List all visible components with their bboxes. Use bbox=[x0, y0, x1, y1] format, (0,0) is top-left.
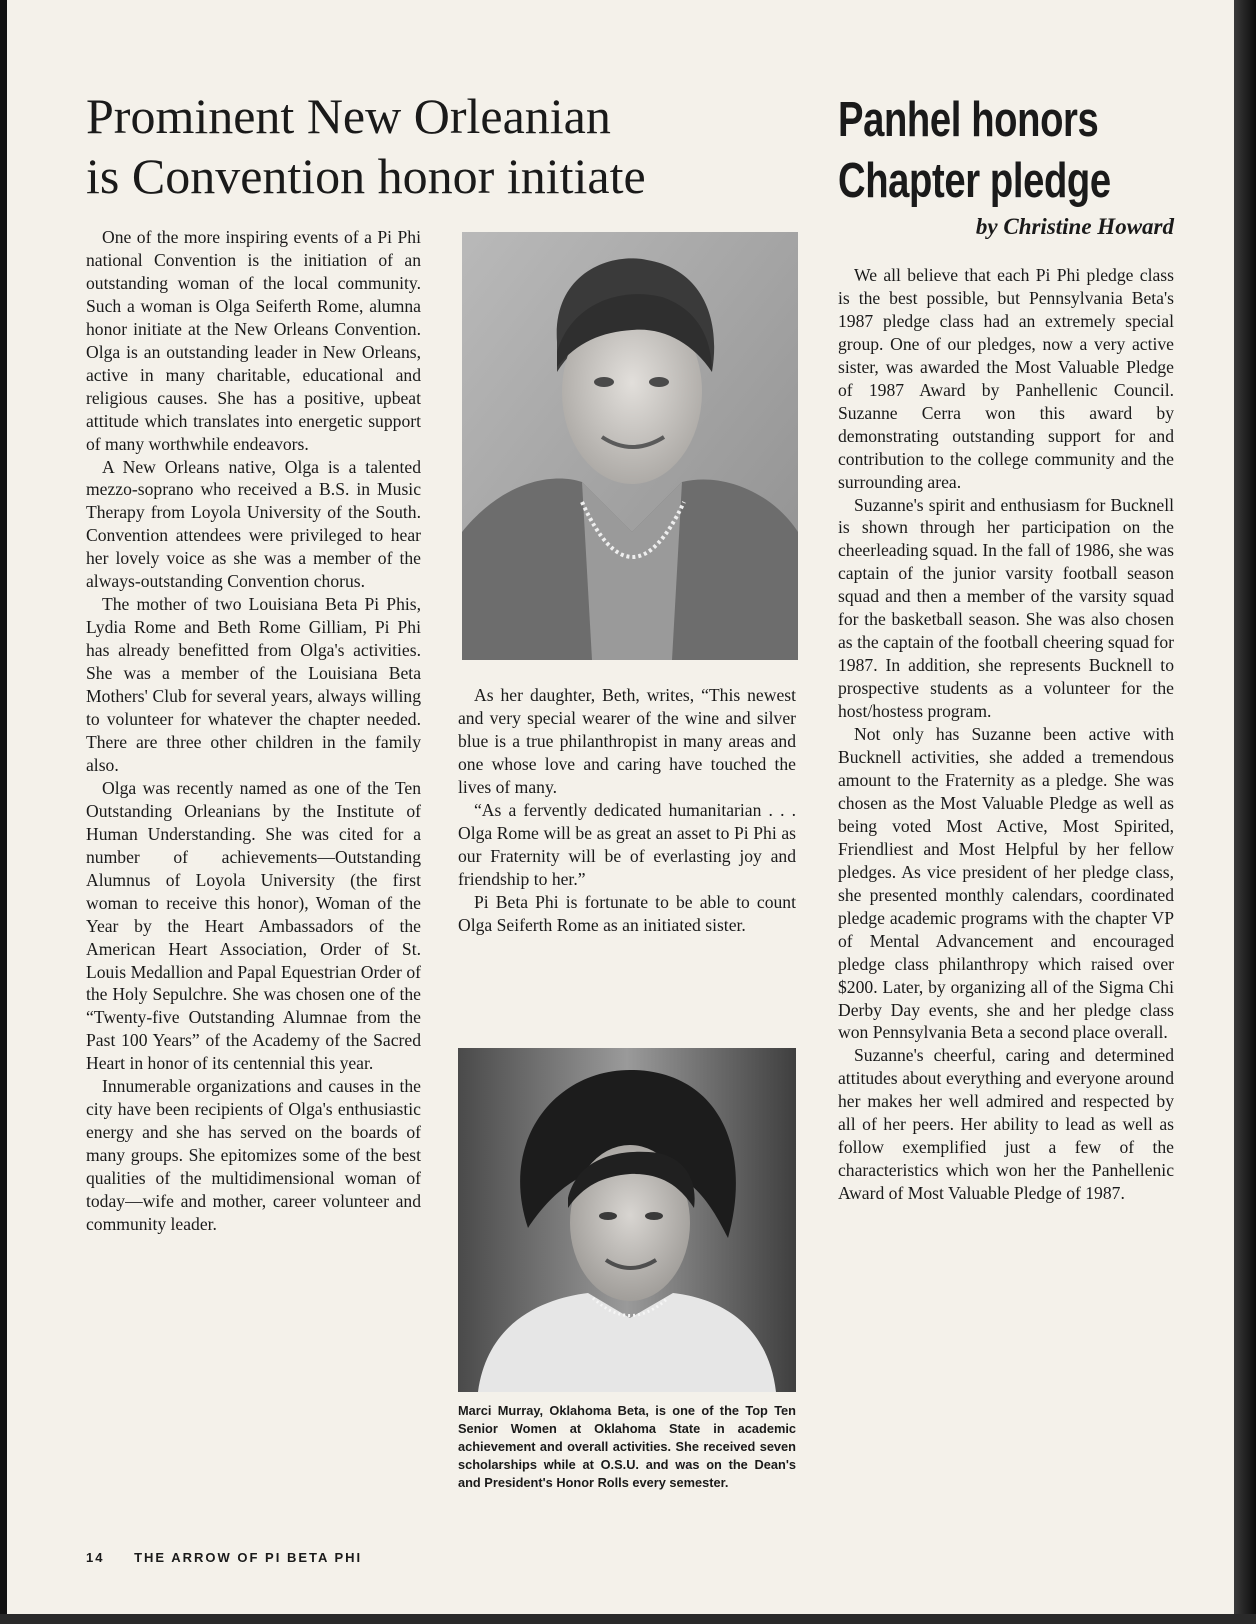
photo-caption: Marci Murray, Oklahoma Beta, is one of the Top Ten Senior Women at Oklahoma State in academic achievement and overall activities. She received seven scholarships while at O.S.U. and was on the Dean's and President's Honor Rolls every semester. bbox=[458, 1403, 796, 1490]
page-number: 14 bbox=[86, 1550, 105, 1565]
byline: by Christine Howard bbox=[975, 214, 1174, 239]
paragraph: Suzanne's spirit and enthusiasm for Bucknell is shown through her participation on the cheerleading squad. In the fall of 1986, she was captain of the junior varsity football season squad and then a member of the varsity squad for the basketball season. She was also chosen as the captain of the football cheering squad for 1987. In addition, she represents Bucknell to prospective students as a volunteer for the host/hostess program. bbox=[838, 494, 1174, 722]
page-edge-right bbox=[1234, 0, 1256, 1624]
paragraph: “As a fervently dedicated humanitarian . . . Olga Rome will be as great an asset to Pi Phi as our Fraternity will be of everlasting joy and friendship to her.” bbox=[458, 799, 796, 889]
paragraph: As her daughter, Beth, writes, “This newest and very special wearer of the wine and silver blue is a true philanthropist in many areas and one whose love and caring have touched the lives of many. bbox=[458, 685, 796, 797]
right-article-column bbox=[838, 264, 1174, 1205]
left-article-column-2 bbox=[458, 684, 796, 936]
page-footer bbox=[86, 1550, 362, 1565]
page-edge-bottom bbox=[0, 1614, 1256, 1624]
page-edge-left bbox=[0, 0, 7, 1624]
paragraph: Suzanne's cheerful, caring and determined attitudes about everything and everyone around her makes her well admired and respected by all of her peers. Her ability to lead as well as follow exemplified just a few of the characteristics which won her the Panhellenic Award of Most Valuable Pledge of 1987. bbox=[838, 1045, 1174, 1204]
paragraph: Pi Beta Phi is fortunate to be able to count Olga Seiferth Rome as an initiated sister. bbox=[458, 891, 796, 935]
left-headline-line1: Prominent New Orleanian bbox=[86, 88, 611, 144]
portrait-image bbox=[462, 232, 798, 660]
portrait-image bbox=[458, 1048, 796, 1392]
paragraph: Innumerable organizations and causes in the city have been recipients of Olga's enthusiastic energy and she has served on the boards of many groups. She epitomizes some of the best qualities of the multidimensional woman of today—wife and mother, career volunteer and community leader. bbox=[86, 1076, 421, 1234]
paragraph: One of the more inspiring events of a Pi Phi national Convention is the initiation of an outstanding woman of the local community. Such a woman is Olga Seiferth Rome, alumna honor initiate at the New Orleans Convention. Olga is an outstanding leader in New Orleans, active in many charitable, educational and religious causes. She has a positive, upbeat attitude which translates into energetic support of many worthwhile endeavors. bbox=[86, 227, 421, 454]
portrait-photo-olga-rome bbox=[462, 232, 798, 660]
paragraph: Olga was recently named as one of the Ten Outstanding Orleanians by the Institute of Human Understanding. She was cited for a number of achievements—Outstanding Alumnus of Loyola University (the first woman to receive this honor), Woman of the Year by the Heart Ambassadors of the American Heart Association, Order of St. Louis Medallion and Papal Equestrian Order of the Holy Sepulchre. She was chosen one of the “Twenty-five Outstanding Alumnae from the Past 100 Years” of the Academy of the Sacred Heart in honor of its centennial this year. bbox=[86, 777, 421, 1074]
left-article-column-1 bbox=[86, 226, 421, 1236]
publication-name: THE ARROW OF PI BETA PHI bbox=[134, 1550, 363, 1565]
left-article-headline bbox=[86, 86, 766, 206]
right-article-headline bbox=[838, 90, 1134, 212]
portrait-photo-marci-murray bbox=[458, 1048, 796, 1392]
paragraph: A New Orleans native, Olga is a talented mezzo-soprano who received a B.S. in Music Therapy from Loyola University of the South. Convention attendees were privileged to hear her lovely voice as she was a member of the always-outstanding Convention chorus. bbox=[86, 456, 421, 592]
right-headline-line2: Chapter pledge bbox=[838, 154, 1111, 208]
right-headline-line1: Panhel honors bbox=[838, 93, 1099, 147]
paragraph: Not only has Suzanne been active with Bucknell activities, she added a tremendous amount to the Fraternity as a pledge. She was chosen as the Most Valuable Pledge as well as being voted Most Active, Most Spirited, Friendliest and Most Helpful by her fellow pledges. As vice president of her pledge class, she presented monthly calendars, coordinated pledge academic programs with the chapter VP of Mental Advancement and encouraged pledge class philanthropy which raised over $200. Later, by organizing all of the Sigma Chi Derby Day events, she and her pledge class won Pennsylvania Beta a second place overall. bbox=[838, 724, 1174, 1043]
paragraph: We all believe that each Pi Phi pledge class is the best possible, but Pennsylvania Beta's 1987 pledge class had an extremely special group. One of our pledges, now a very active sister, was awarded the Most Valuable Pledge of 1987 Award by Panhellenic Council. Suzanne Cerra won this award by demonstrating outstanding support for and contribution to the college community and the surrounding area. bbox=[838, 265, 1174, 492]
left-headline-line2: is Convention honor initiate bbox=[86, 148, 646, 204]
paragraph: The mother of two Louisiana Beta Pi Phis, Lydia Rome and Beth Rome Gilliam, Pi Phi has already benefitted from Olga's activities. She was a member of the Louisiana Beta Mothers' Club for several years, always willing to volunteer for whatever the chapter needed. There are three other children in the family also. bbox=[86, 594, 421, 775]
